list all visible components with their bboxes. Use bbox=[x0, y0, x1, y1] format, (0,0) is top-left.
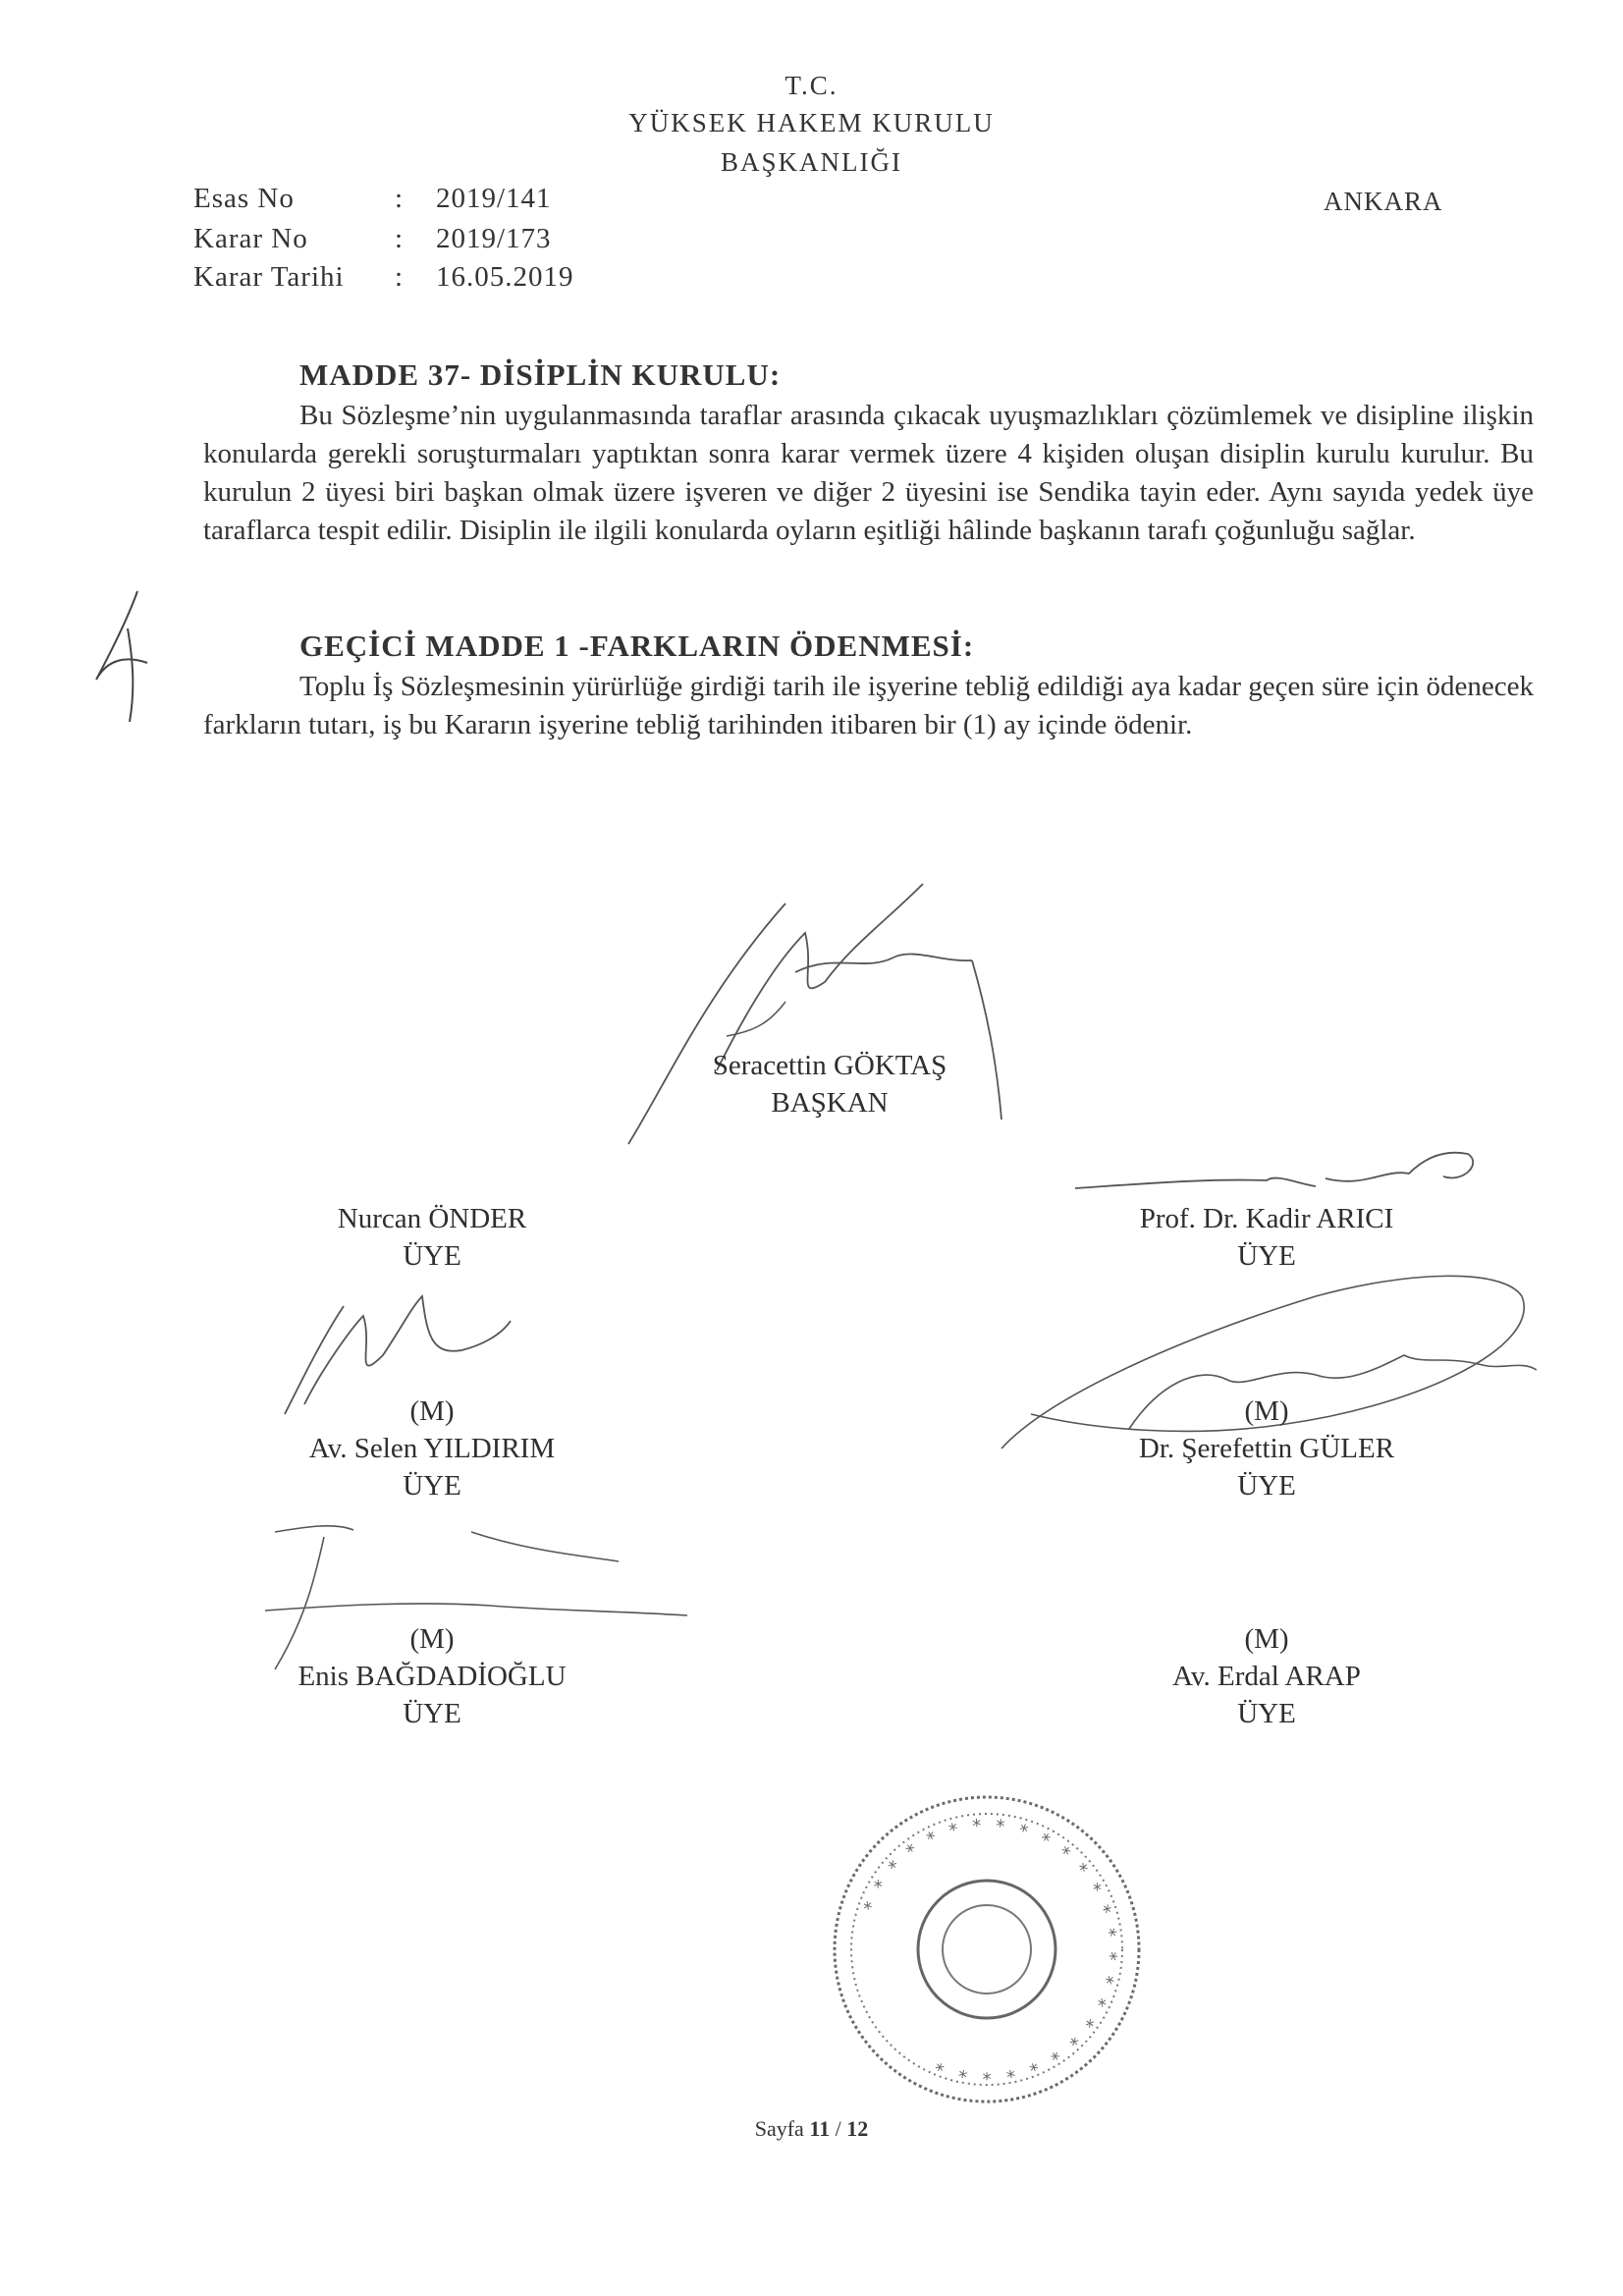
section-body-gecici-madde-1: Toplu İş Sözleşmesinin yürürlüğe girdiği tarih ile işyerine tebliğ edildiği aya kadar geçen süre için ödenecek farkların tutarı, iş bu Kararın işyerine tebliğ tarihinden itibaren bir (1) ay içinde ödenir. bbox=[203, 671, 1534, 740]
signatory-role: ÜYE bbox=[403, 1240, 461, 1272]
signatory-member-1 bbox=[255, 1200, 609, 1275]
header-line-tc: T.C. bbox=[784, 71, 839, 100]
member-2-signature bbox=[1070, 1139, 1502, 1208]
meta-separator: : bbox=[395, 261, 405, 293]
signatory-role: ÜYE bbox=[403, 1698, 461, 1729]
signatory-role: BAŞKAN bbox=[771, 1087, 889, 1119]
signatory-name: Prof. Dr. Kadir ARICI bbox=[1139, 1203, 1394, 1234]
section-title-madde-37: MADDE 37- DİSİPLİN KURULU: bbox=[299, 357, 782, 392]
meta-value: 2019/173 bbox=[436, 223, 552, 254]
signatory-mark: (M) bbox=[409, 1395, 455, 1427]
header-line-institution: YÜKSEK HAKEM KURULU bbox=[628, 108, 995, 137]
footer-total-pages: 12 bbox=[846, 2116, 869, 2141]
signatory-mark: (M) bbox=[1244, 1623, 1289, 1655]
signatory-name: Av. Erdal ARAP bbox=[1172, 1661, 1361, 1692]
official-stamp bbox=[825, 1787, 1149, 2111]
signatory-mark: (M) bbox=[409, 1623, 455, 1655]
footer-current-page: 11 bbox=[809, 2116, 831, 2141]
signatory-member-4 bbox=[1060, 1393, 1473, 1504]
meta-value: 16.05.2019 bbox=[436, 261, 574, 293]
city-label: ANKARA bbox=[1324, 187, 1443, 216]
signatory-name: Dr. Şerefettin GÜLER bbox=[1138, 1433, 1395, 1464]
header-line-presidency: BAŞKANLIĞI bbox=[721, 147, 902, 177]
signatory-name: Seracettin GÖKTAŞ bbox=[712, 1050, 947, 1081]
signatory-member-3 bbox=[236, 1393, 628, 1504]
meta-row-esas bbox=[193, 183, 552, 215]
signatory-role: ÜYE bbox=[1237, 1240, 1296, 1272]
meta-value: 2019/141 bbox=[436, 183, 552, 214]
section-title-gecici-madde-1: GEÇİCİ MADDE 1 -FARKLARIN ÖDENMESİ: bbox=[299, 629, 975, 663]
signatory-mark: (M) bbox=[1244, 1395, 1289, 1427]
svg-text:* * * * * * * * * * * * * * *: * * * * * * * * * * * * * * * * * * * * * * * * * * bbox=[859, 1815, 1121, 2084]
signatory-member-6 bbox=[1060, 1620, 1473, 1732]
footer-separator: / bbox=[835, 2116, 841, 2141]
page-footer bbox=[0, 2116, 1623, 2142]
margin-initial-mark bbox=[88, 589, 167, 727]
meta-label: Karar Tarihi bbox=[193, 261, 345, 293]
meta-row-karar bbox=[193, 223, 552, 255]
signatory-member-5 bbox=[226, 1620, 638, 1732]
meta-separator: : bbox=[395, 183, 405, 214]
signatory-president bbox=[668, 1047, 992, 1121]
section-body-madde-37: Bu Sözleşme’nin uygulanmasında taraflar arasında çıkacak uyuşmazlıkları çözümlemek ve disipline ilişkin konularda gerekli soruşturmaları yaptıktan sonra karar vermek üzere 4 kişiden oluşan disiplin kurulu kurulur. Bu kurulun 2 üyesi biri başkan olmak üzere işveren ve diğer 2 üyesini ise Sendika tayin eder. Aynı sayıda yedek üye taraflarca tespit edilir. Disiplin ile ilgili konularda oyların eşitliği hâlinde başkanın tarafı çoğunluğu sağlar. bbox=[203, 400, 1534, 546]
meta-label: Esas No bbox=[193, 183, 295, 214]
signatory-name: Enis BAĞDADİOĞLU bbox=[298, 1661, 567, 1692]
signatory-role: ÜYE bbox=[403, 1470, 461, 1502]
signatory-name: Av. Selen YILDIRIM bbox=[308, 1433, 556, 1464]
meta-label: Karar No bbox=[193, 223, 308, 254]
signatory-name: Nurcan ÖNDER bbox=[337, 1203, 527, 1234]
meta-separator: : bbox=[395, 223, 405, 254]
signatory-role: ÜYE bbox=[1237, 1698, 1296, 1729]
meta-row-karar-tarihi bbox=[193, 261, 574, 294]
signatory-role: ÜYE bbox=[1237, 1470, 1296, 1502]
footer-prefix: Sayfa bbox=[754, 2116, 804, 2141]
